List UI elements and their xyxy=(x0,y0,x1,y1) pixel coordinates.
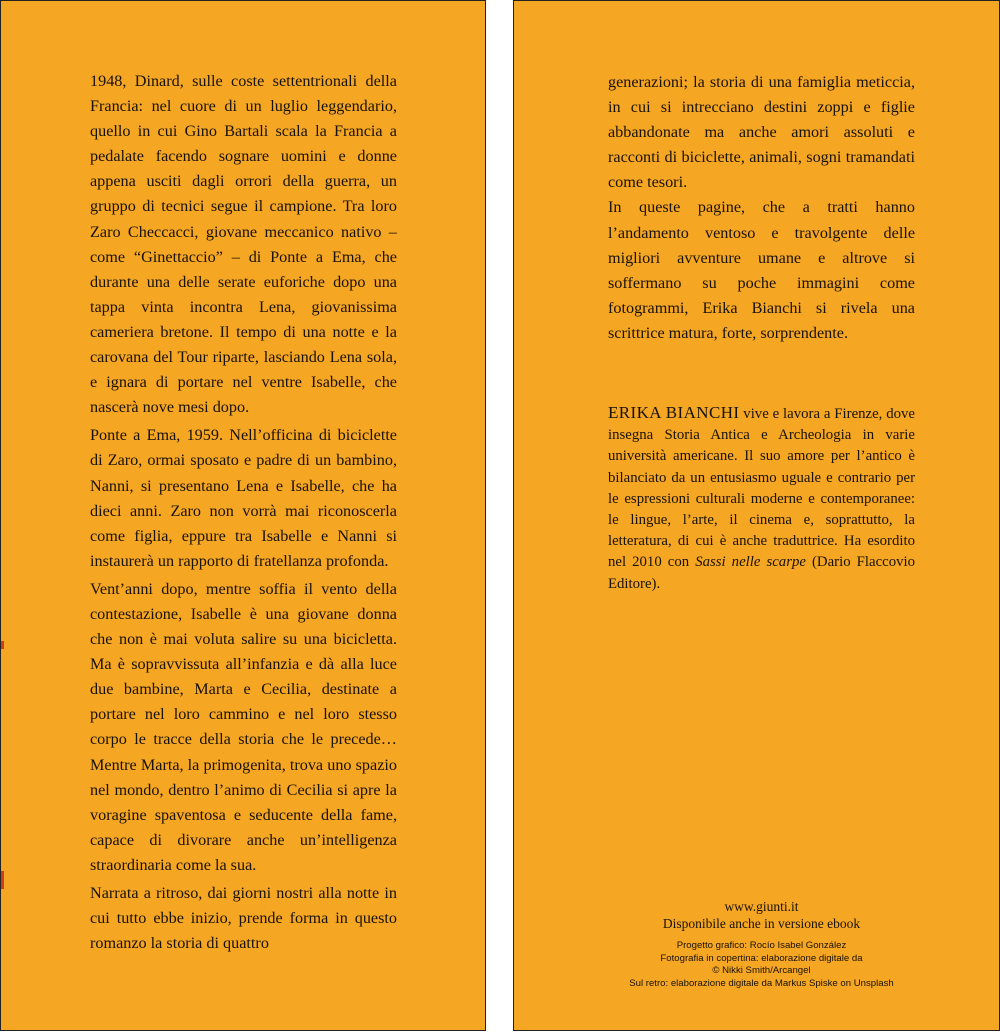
synopsis-text xyxy=(90,69,397,956)
website-link[interactable]: www.giunti.it xyxy=(724,899,799,914)
bio-text-end: (Dario Flaccovio Editore). xyxy=(608,554,916,592)
bio-text: vive e lavora a Firenze, dove insegna Storia Antica e Archeologia in varie università americane. Il suo amore per l’antico è bilanciato da un entusiasmo uguale e contrario per le espressioni culturali moderne e contemporanee: le lingue, l’arte, il cinema e, soprattutto, la letteratura, di cui è anche traduttrice. Ha esordito nel 2010 con xyxy=(608,406,915,571)
edge-mark xyxy=(1,871,4,889)
synopsis-paragraph: Narrata a ritroso, dai giorni nostri alla notte in cui tutto ebbe inizio, prende forma in questo romanzo la storia di quattro xyxy=(90,884,397,953)
synopsis-paragraph: generazioni; la storia di una famiglia meticcia, in cui si intrecciano destini zoppi e figlie abbandonate ma anche amori assoluti e racconti di biciclette, animali, sogni tramandati come tesori. xyxy=(608,73,915,192)
ebook-note: Disponibile anche in versione ebook xyxy=(662,916,861,931)
book-title: Sassi nelle scarpe xyxy=(695,554,806,571)
credit-line: © Nikki Smith/Arcangel xyxy=(712,965,811,977)
synopsis-continued xyxy=(608,70,915,346)
synopsis-paragraph: 1948, Dinard, sulle coste settentrionali della Francia: nel cuore di un luglio leggendario, quello in cui Gino Bartali scala la Francia a pedalate facendo sognare uomini e donne appena usciti dagli orrori della guerra, un gruppo di tecnici segue il campione. Tra loro Zaro Checcacci, giovane meccanico nativo – come “Ginettaccio” – di Ponte a Ema, che durante una delle serate euforiche dopo una tappa vinta incontra Lena, giovanissima cameriera bretone. Il tempo di una notte e la carovana del Tour riparte, lasciando Lena sola, e ignara di portare nel ventre Isabelle, che nascerà nove mesi dopo. xyxy=(90,72,397,417)
credit-line: Fotografia in copertina: elaborazione digitale da xyxy=(660,952,863,964)
credits-block xyxy=(608,940,915,990)
center-gutter xyxy=(486,0,513,1033)
author-bio xyxy=(608,402,915,595)
synopsis-paragraph: Vent’anni dopo, mentre soffia il vento della contestazione, Isabelle è una giovane donna che non è mai voluta salire su una bicicletta. Ma è sopravvissuta all’infanzia e dà alla luce due bambine, Marta e Cecilia, destinate a portare nel loro cammino e nel loro stesso corpo le tracce della storia che le precede… Mentre Marta, la primogenita, trova uno spazio nel mondo, dentro l’animo di Cecilia si apre la voragine spaventosa e seducente della fame, capace di divorare anche un’intelligenza straordinaria come la sua. xyxy=(90,579,397,874)
credit-line: Progetto grafico: Rocío Isabel González xyxy=(676,940,847,951)
edge-mark xyxy=(1,641,4,649)
credit-line: Sul retro: elaborazione digitale da Markus Spiske on Unsplash xyxy=(629,977,894,989)
synopsis-paragraph: In queste pagine, che a tratti hanno l’andamento ventoso e travolgente delle migliori avventure umane e altrove si soffermano su poche immagini come fotogrammi, Erika Bianchi si rivela una scrittrice matura, forte, sorprendente. xyxy=(608,198,915,342)
author-name: ERIKA BIANCHI xyxy=(608,403,740,422)
synopsis-paragraph: Ponte a Ema, 1959. Nell’officina di biciclette di Zaro, ormai sposato e padre di un bambino, Nanni, si presentano Lena e Isabelle, che ha dieci anni. Zaro non vorrà mai riconoscerla come figlia, eppure tra Isabelle e Nanni si instaurerà un rapporto di fratellanza profonda. xyxy=(90,426,397,570)
publisher-info xyxy=(608,898,915,932)
